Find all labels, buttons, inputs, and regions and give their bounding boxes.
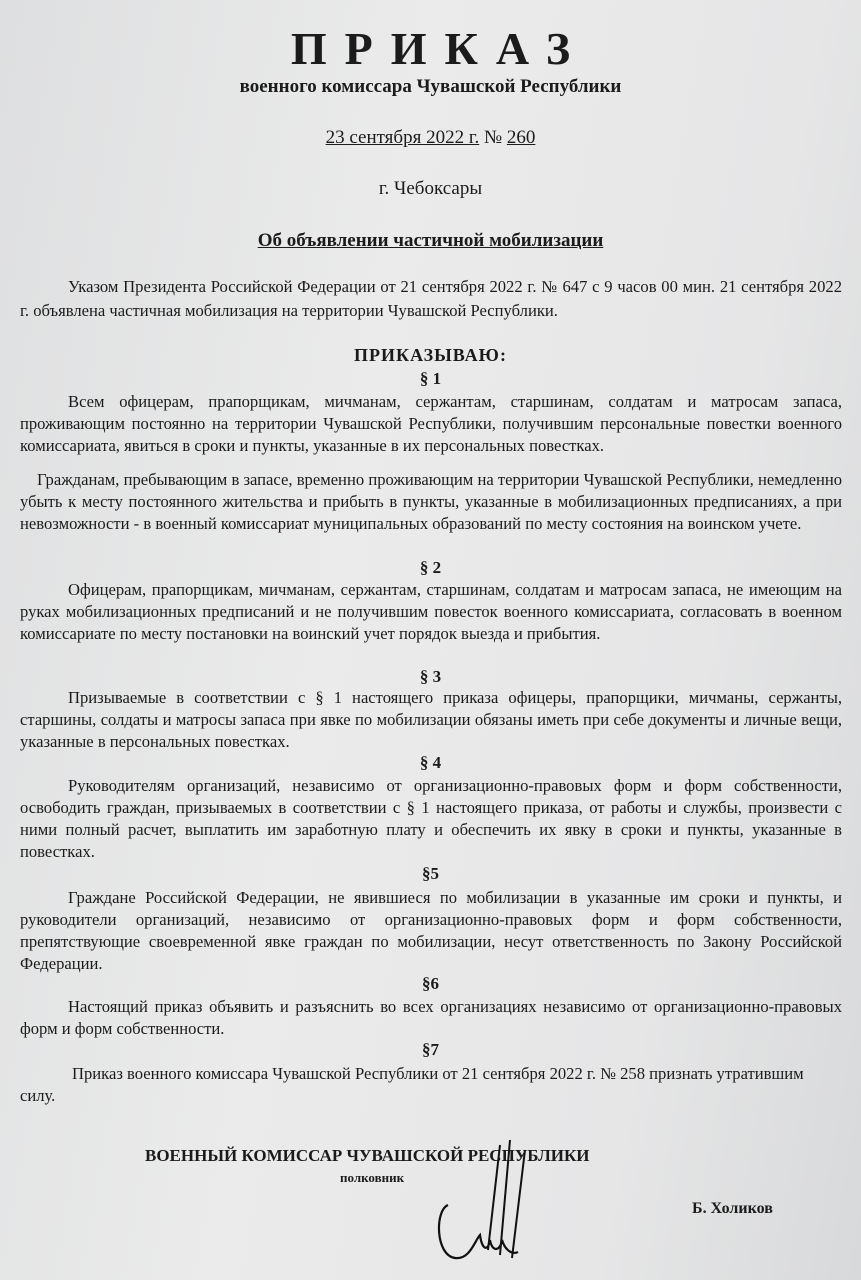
section-mark: §6 — [422, 974, 439, 993]
document-number: 260 — [506, 127, 536, 148]
signatory-rank: полковник — [340, 1170, 405, 1185]
document-city: г. Чебоксары — [378, 178, 483, 199]
section-mark: § 1 — [419, 369, 442, 388]
document-heading: Об объявлении частичной мобилизации — [257, 230, 604, 251]
intro-paragraph: Указом Президента Российской Федерации от 21 сентября 2022 г. № 647 с 9 часов 00 мин. 21 сентября 2022 г. объявлена частичная мобилизация на территории Чувашской Республики. — [20, 277, 842, 320]
section-paragraph: Офицерам, прапорщикам, мичманам, сержантам, старшинам, солдатам и матросам запаса, не имеющим на руках мобилизационных предписаний и не получившим повесток военного комиссариата, согласовать в военном комиссариате по месту постановки на воинский учет порядок выезда и прибытия. — [20, 580, 842, 643]
signatory-name: Б. Холиков — [692, 1200, 773, 1217]
section-paragraph: Приказ военного комиссара Чувашской Республики от 21 сентября 2022 г. № 258 признать утратившим силу. — [20, 1064, 804, 1105]
signatory-position: ВОЕННЫЙ КОМИССАР ЧУВАШСКОЙ РЕСПУБЛИКИ — [145, 1146, 590, 1165]
document-date-number — [0, 127, 861, 149]
section-paragraph: Руководителям организаций, независимо от организационно-правовых форм и форм собственности, освободить граждан, призываемых в соответствии с § 1 настоящего приказа, от работы и службы, произвести с ними полный расчет, выплатить им заработную плату и обеспечить их явку в сроки и пункты, указанные в повестках. — [20, 776, 842, 861]
document-title: ПРИКАЗ — [290, 23, 589, 74]
section-mark: § 2 — [419, 558, 442, 577]
section-mark: § 4 — [419, 753, 442, 772]
number-sign: № — [483, 127, 503, 148]
order-word: ПРИКАЗЫВАЮ: — [354, 345, 507, 365]
document-date: 23 сентября 2022 г. — [325, 127, 480, 148]
section-paragraph: Всем офицерам, прапорщикам, мичманам, сержантам, старшинам, солдатам и матросам запаса, проживающим постоянно на территории Чувашской Республики, получившим персональные повестки военного комиссариата, явиться в сроки и пункты, указанные в их персональных повестках. — [20, 392, 842, 455]
section-paragraph: Призываемые в соответствии с § 1 настоящего приказа офицеры, прапорщики, мичманы, сержанты, старшины, солдаты и матросы запаса при явке по мобилизации обязаны иметь при себе документы и личные вещи, указанные в персональных повестках. — [20, 688, 842, 751]
section-paragraph: Настоящий приказ объявить и разъяснить во всех организациях независимо от организационно-правовых форм и форм собственности. — [20, 997, 842, 1038]
section-mark: §5 — [422, 864, 439, 883]
document-subtitle: военного комиссара Чувашской Республики — [239, 76, 622, 97]
section-mark: § 3 — [419, 667, 442, 686]
handwritten-signature — [430, 1140, 550, 1265]
section-mark: §7 — [422, 1040, 439, 1059]
section-paragraph: Граждане Российской Федерации, не явившиеся по мобилизации в указанные им сроки и пункты, и руководители организаций, независимо от организационно-правовых форм и форм собственности, препятствующие своевременной явке граждан по мобилизации, несут ответственность по Закону Российской Федерации. — [20, 888, 842, 973]
section-paragraph: Гражданам, пребывающим в запасе, временно проживающим на территории Чувашской Республики, немедленно убыть к месту постоянного жительства и прибыть в пункты, указанные в мобилизационных предписаниях, а при невозможности - в военный комиссариат муниципальных образований по месту состояния на воинском учете. — [20, 470, 842, 533]
